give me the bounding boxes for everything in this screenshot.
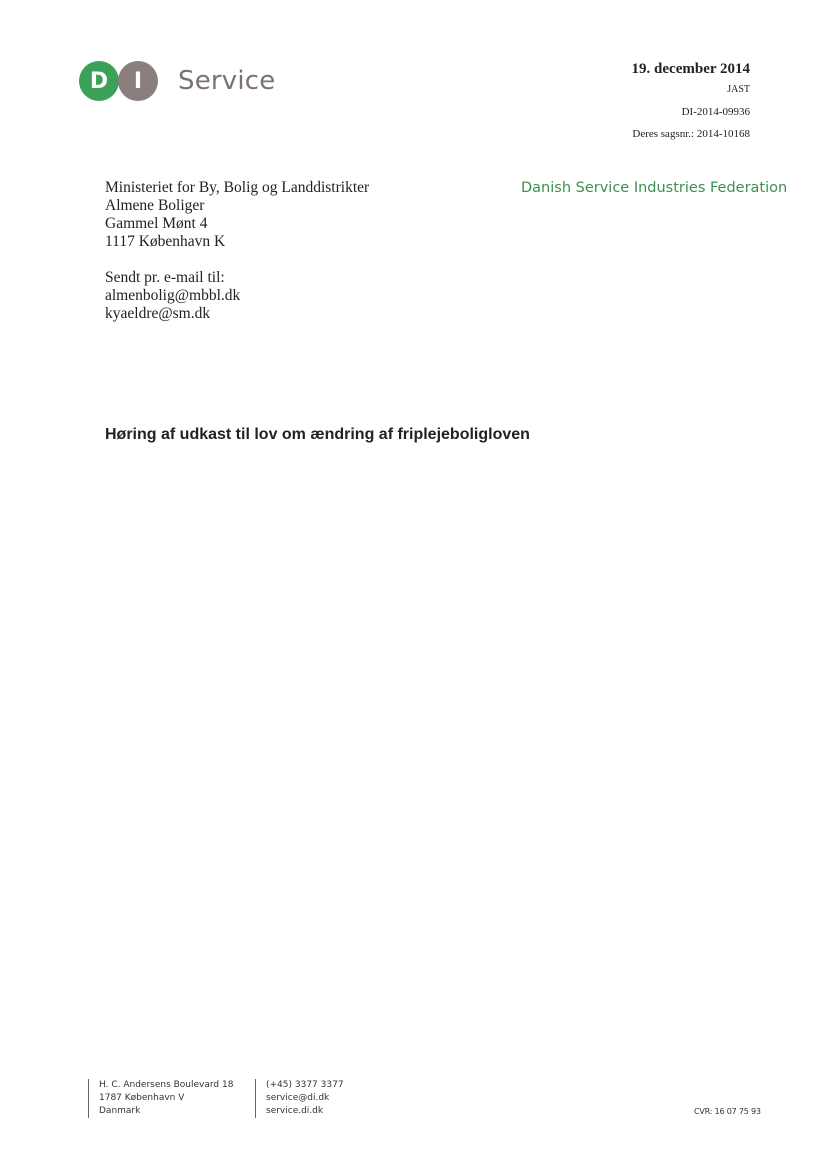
- footer-address-line: 1787 København V: [99, 1093, 185, 1103]
- letter-subject: Høring af udkast til lov om ændring af friplejeboligloven: [105, 426, 530, 443]
- reference-number: DI-2014-09936: [681, 106, 750, 118]
- sent-by-email: [105, 269, 240, 323]
- footer-address-line: Danmark: [99, 1106, 141, 1116]
- footer-contact: [255, 1079, 344, 1118]
- footer-address-line: H. C. Andersens Boulevard 18: [99, 1080, 234, 1090]
- letter-meta: [632, 59, 750, 145]
- logo-d-circle: D: [79, 61, 119, 101]
- di-service-logo: [79, 61, 276, 101]
- federation-name: Danish Service Industries Federation: [521, 180, 788, 196]
- email-address: kyaeldre@sm.dk: [105, 305, 211, 322]
- footer-website: service.di.dk: [266, 1106, 324, 1116]
- footer-phone: (+45) 3377 3377: [266, 1080, 344, 1090]
- recipient-line: Ministeriet for By, Bolig og Landdistrikter: [105, 179, 370, 196]
- case-number: Deres sagsnr.: 2014-10168: [632, 128, 750, 140]
- recipient-line: Almene Boliger: [105, 197, 205, 214]
- recipient-line: 1117 København K: [105, 233, 226, 250]
- email-address: almenbolig@mbbl.dk: [105, 287, 241, 304]
- recipient-line: Gammel Mønt 4: [105, 215, 208, 232]
- author-initials: JAST: [727, 84, 750, 95]
- logo-name: Service: [178, 66, 276, 96]
- footer-address: [88, 1079, 233, 1118]
- sent-label: Sendt pr. e-mail til:: [105, 269, 225, 286]
- footer-email: service@di.dk: [266, 1093, 330, 1103]
- footer-cvr: CVR: 16 07 75 93: [694, 1107, 761, 1116]
- recipient-address: [105, 179, 369, 251]
- logo-i-circle: I: [118, 61, 158, 101]
- letter-date: 19. december 2014: [631, 61, 750, 77]
